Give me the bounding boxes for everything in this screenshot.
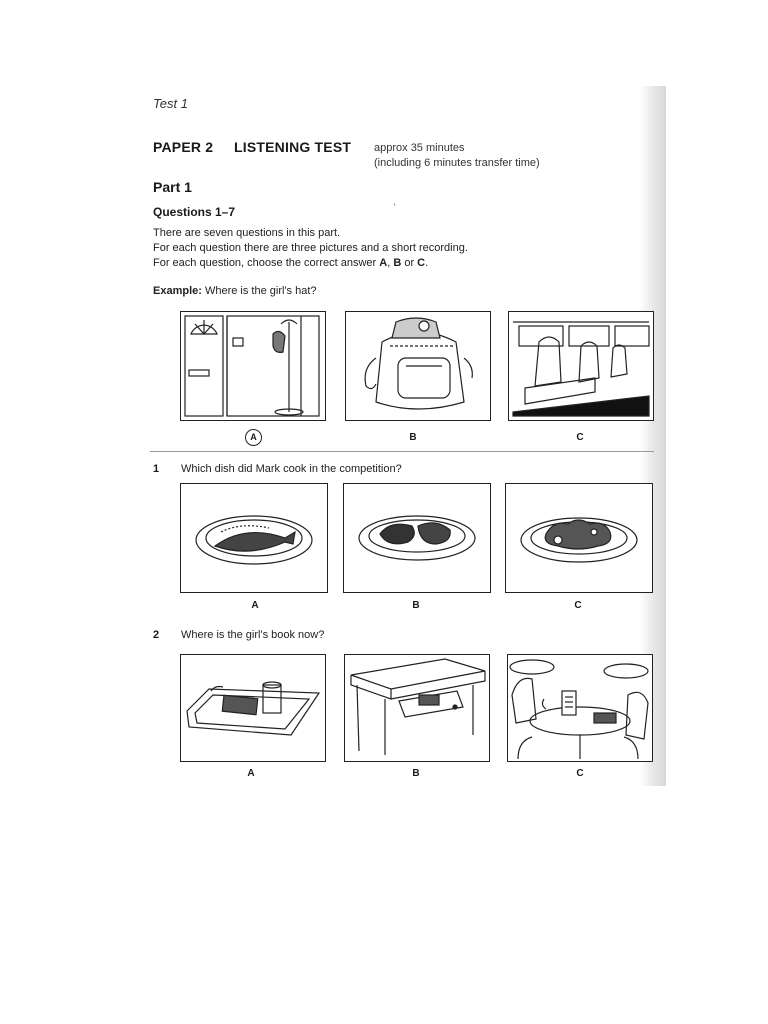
steak-plate-icon xyxy=(343,483,491,593)
section-divider xyxy=(150,451,654,452)
duration-note: (including 6 minutes transfer time) xyxy=(374,157,540,169)
cafe-tables-icon xyxy=(507,654,653,762)
tray-icon xyxy=(180,654,326,762)
example-option-b: B xyxy=(409,432,417,443)
fish-plate-icon xyxy=(180,483,328,593)
desk-drawer-icon xyxy=(344,654,490,762)
paper-name: LISTENING TEST xyxy=(234,139,352,155)
example-answer-a: A xyxy=(245,429,262,446)
test-label: Test 1 xyxy=(153,96,188,111)
example-question: Example: Where is the girl's hat? xyxy=(153,285,317,297)
instruction-line: For each question there are three pictures and a short recording. xyxy=(153,242,468,254)
example-option-c: C xyxy=(576,432,584,443)
paper-title: PAPER 2 xyxy=(153,139,214,155)
q2-option-b: B xyxy=(412,768,420,779)
backpack-icon xyxy=(345,311,491,421)
salad-plate-icon xyxy=(505,483,653,593)
question-text: Which dish did Mark cook in the competition? xyxy=(181,463,402,475)
duration: approx 35 minutes xyxy=(374,142,465,154)
instruction-choose: For each question, choose the correct answer A, B or C. xyxy=(153,257,429,269)
instruction-line: There are seven questions in this part. xyxy=(153,227,341,239)
q1-option-c: C xyxy=(574,600,582,611)
question-number: 1 xyxy=(153,463,160,475)
q1-option-b: B xyxy=(412,600,420,611)
scan-speck: ˈ xyxy=(393,203,397,214)
q2-option-c: C xyxy=(576,768,584,779)
part-heading: Part 1 xyxy=(153,179,192,195)
q2-option-a: A xyxy=(247,768,255,779)
bus-seats-icon xyxy=(508,311,654,421)
question-number: 2 xyxy=(153,629,160,641)
questions-range: Questions 1–7 xyxy=(153,205,236,219)
hallway-coat-stand-icon xyxy=(180,311,326,421)
q1-option-a: A xyxy=(251,600,259,611)
question-text: Where is the girl's book now? xyxy=(181,629,325,641)
